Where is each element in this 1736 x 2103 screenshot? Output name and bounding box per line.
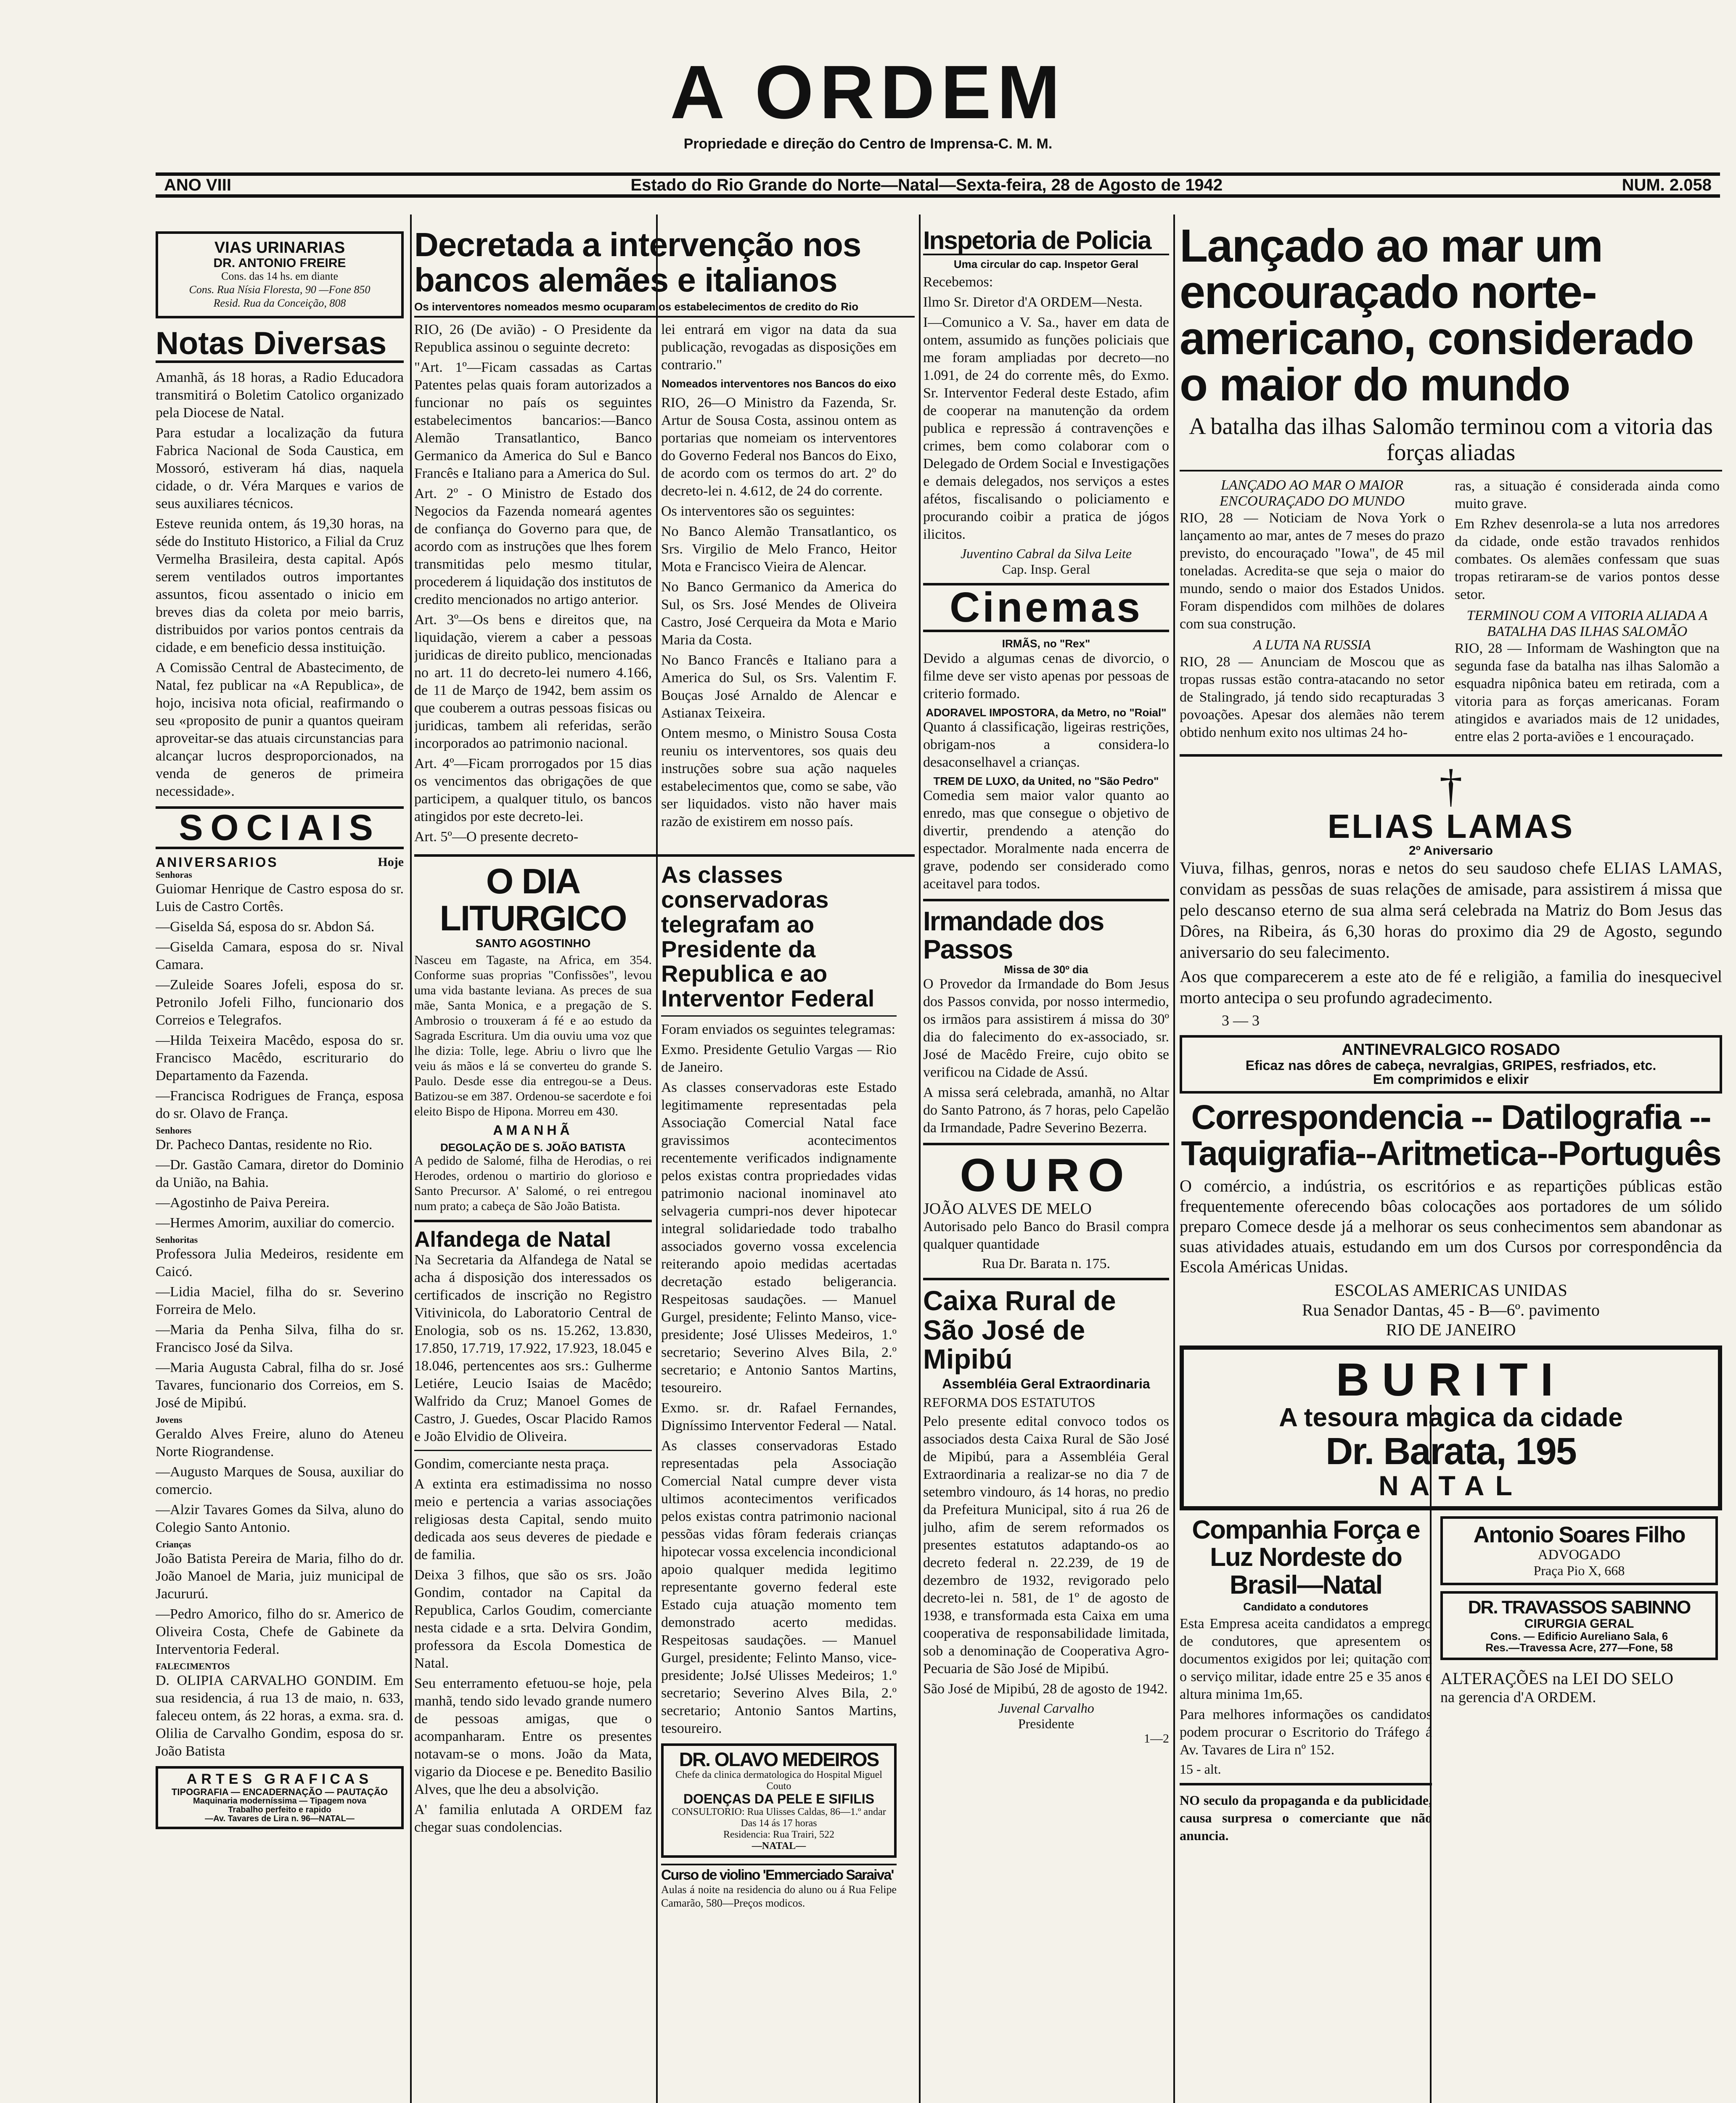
aniv-item: —Dr. Gastão Camara, diretor do Dominio da União, na Bahia. (156, 1157, 404, 1191)
gondim-paragraph: Seu enterramento efetuou-se hoje, pela manhã, tendo sido levado grande numero de pessoas amigas, que o acompanharam. Entre os presentes notavam-se o mons. João da Mata, vigario da Diocese e pe. Benedito Basilio Alves, que lhe deu a absolvição. (414, 1675, 652, 1797)
ad-doctor: DR. ANTONIO FREIRE (213, 256, 346, 270)
amanha-label: AMANHÃ (493, 1123, 573, 1138)
antinev-body: Eficaz nas dôres de cabeça, nevralgias, GRIPES, resfriados, etc. (1245, 1057, 1657, 1073)
sociais-heading: SOCIAIS (156, 806, 404, 849)
classes-headline: As classes conservadoras telegrafam ao Presidente da Republica e ao Interventor Federal (661, 861, 875, 1012)
ad-vias-urinarias (156, 231, 404, 318)
irmandade-heading: Irmandade dos Passos (923, 906, 1104, 965)
olavo-sub: Chefe da clinica dermatologica do Hospital Miguel Couto (675, 1769, 882, 1792)
col2-right-lower (661, 863, 897, 1912)
olavo-city: —NATAL— (752, 1840, 806, 1851)
nomeados-paragraph: No Banco Germanico da America do Sul, os Srs. José Mendes de Oliveira Castro, José Cerqueira da Mota e Mario Maria da Costa. (661, 579, 897, 648)
corresp-address: Rua Senador Dantas, 45 - B—6º. pavimento (1302, 1300, 1600, 1319)
senhores-label: Senhores (156, 1125, 192, 1136)
aniv-item: —Hermes Amorim, auxiliar do comercio. (156, 1215, 395, 1231)
alfandega-heading: Alfandega de Natal (414, 1227, 611, 1252)
forca-luz-block (1180, 1516, 1432, 1847)
encouracado-section: TERMINOU COM A VITORIA ALIADA A BATALHA DAS ILHAS SALOMÃO (1466, 608, 1708, 640)
column-5 (1180, 215, 1722, 2103)
ouro-heading: OURO (960, 1149, 1133, 1201)
nota-paragraph: A Comissão Central de Abastecimento, de Natal, fez publicar na «A Republica», de hojo, incisiva nota oficial, reafirmando o seu «proposito de punir a quantos queiram aproveitar-se das atuais circunstancias para alcançar lucros desproporcionados, na venda de generos de primeira necessidade». (156, 660, 404, 800)
antinev-body2: Em comprimidos e elixir (1373, 1072, 1529, 1087)
ad-olavo-medeiros (661, 1743, 897, 1858)
place-date: Estado do Rio Grande do Norte—Natal—Sexta-feira, 28 de Agosto de 1942 (630, 175, 1223, 194)
falecimento-item: D. OLIPIA CARVALHO GONDIM. Em sua residencia, á rua 13 de maio, n. 633, faleceu ontem, ás 22 horas, a exma. sra. d. Olilia de Carvalho Gondim, esposa do sr. João Batista (156, 1673, 404, 1759)
column-3 (923, 215, 1169, 2103)
degolacao-title: DEGOLAÇÃO DE S. JOÃO BATISTA (440, 1141, 626, 1154)
ad-title: VIAS URINARIAS (214, 239, 345, 257)
olavo-doencas: DOENÇAS DA PELE E SIFILIS (683, 1791, 874, 1807)
elias-paragraph: Viuva, filhas, genros, noras e netos do seu saudoso chefe ELIAS LAMAS, convidam as pessõas de suas relações de amisade, para assistirem á missa que pelo descanso eterno de sua alma será celebrada na Matriz do Bom Jesus das Dôres, na Ribeira, ás 6,30 horas do proximo dia 29 de Agosto, segundo aniversario do seu falecimento. (1180, 858, 1722, 961)
dia-liturgico-sub: SANTO AGOSTINHO (475, 936, 591, 950)
buriti-city: NATAL (1379, 1470, 1523, 1502)
aniv-item: Professora Julia Medeiros, residente em Caicó. (156, 1246, 404, 1280)
decretada-col-b (661, 321, 897, 848)
caixa-paragraph: São José de Mipibú, 28 de agosto de 1942. (923, 1681, 1168, 1697)
gondim-paragraph: A' familia enlutada A ORDEM faz chegar suas condolencias. (414, 1801, 652, 1835)
decretada-col-a (414, 321, 652, 848)
elias-sub: 2º Aniversario (1409, 844, 1493, 858)
sabino-res: Res.—Travessa Acre, 277—Fone, 58 (1485, 1641, 1673, 1654)
cinema-title: ADORAVEL IMPOSTORA, da Metro, no "Roial" (926, 706, 1167, 719)
aniv-item: Dr. Pacheco Dantas, residente no Rio. (156, 1137, 373, 1153)
aniv-item: —Francisca Rodrigues de França, esposa do sr. Olavo de França. (156, 1088, 404, 1122)
cinema-title: IRMÃS, no "Rex" (1002, 637, 1090, 650)
aniv-item: João Batista Pereira de Maria, filho do dr. João Manoel de Maria, juiz municipal de Jacururú. (156, 1551, 404, 1602)
irmandade-paragraph: O Provedor da Irmandade do Bom Jesus dos Passos convida, por nosso intermedio, os irmãos para assistirem á missa do 30º dia do falecimento do ex-associado, sr. José de Macêdo Freire, cujo obito se verificou na Cidade de Assú. (923, 976, 1169, 1080)
nomeados-paragraph: No Banco Francês e Italiano para a America do Sul, os Srs. Valentim F. Bouças José Arnaldo de Alencar e Astianax Teixeira. (661, 652, 897, 721)
encouracado-section: A LUTA NA RUSSIA (1253, 637, 1371, 653)
alteracoes-notice: ALTERAÇÕES na LEI DO SELO (1440, 1669, 1674, 1688)
inspetoria-paragraph: Ilmo Sr. Diretor d'A ORDEM—Nesta. (923, 294, 1143, 310)
buriti-address: Dr. Barata, 195 (1326, 1430, 1576, 1473)
falecimentos-label: FALECIMENTOS (156, 1661, 230, 1672)
ad-artes-graficas (156, 1766, 404, 1829)
sabino-title: DR. TRAVASSOS SABINNO (1468, 1597, 1691, 1618)
classes-paragraph: As classes conservadoras Estado representadas pela Associação Comercial Natal cumpre dever vista ultimos acontecimentos verificados pelos existas contra patrimonio nacional pessõas vidas fôram federais crianças hipotecar vossa excelencia incondicional apoio qualquer medida legitimo representante governo federal este Estado cuja atuação momento tem demonstrado acerto medidas. Respeitosas saudações. — Manuel Gurgel, presidente; Felinto Manso, vice-presidente; JoJsé Ulisses Medeiros; 1.º secretario; Severino Alves Bila, 2.º secretario; Antonio Santos Martins, tesoureiro. (661, 1438, 897, 1737)
ouro-address: Rua Dr. Barata n. 175. (982, 1256, 1110, 1272)
alteracoes-notice-2: na gerencia d'A ORDEM. (1440, 1689, 1596, 1706)
year-label: ANO VIII (164, 175, 232, 194)
cross-icon: † (1439, 760, 1463, 812)
decretada-paragraph: "Art. 1º—Ficam cassadas as Cartas Patentes pelas quais foram autorizados a funcionar no país os seguintes estabelecimentos bancarios:—Banco Alemão Transatlantico, Banco Germanico da America do Sul e Banco Francês e Italiano para a America do Sul. (414, 360, 652, 482)
decretada-paragraph: RIO, 26 (De avião) - O Presidente da Republica assinou o seguinte decreto: (414, 322, 652, 355)
olavo-res: Residencia: Rua Trairi, 522 (723, 1829, 834, 1840)
criancas-label: Crianças (156, 1539, 191, 1550)
degolacao-paragraph: A pedido de Salomé, filha de Herodias, o rei Herodes, ordenou o martirio do glorioso e Santo Precursor. A' Salomé, o rei entregou num prato; a cabeça de São João Batista. (414, 1153, 652, 1213)
nota-paragraph: Para estudar a localização da futura Fabrica Nacional de Soda Caustica, em Mossoró, estiveram há dias, naquela cidade, o dr. Véra Marques e varios de seus auxiliares técnicos. (156, 425, 404, 512)
aniv-item: —Alzir Tavares Gomes da Silva, aluno do Colegio Santo Antonio. (156, 1502, 404, 1536)
artes-line: —Av. Tavares de Lira n. 96—NATAL— (205, 1814, 355, 1824)
forca-heading: Companhia Força e Luz Nordeste do Brasil—Natal (1192, 1515, 1420, 1600)
nota-paragraph: Esteve reunida ontem, ás 19,30 horas, na séde do Instituto Historico, a Filial da Cruz Vermelha Brasileira, desta capital. Após serem ventilados outros importantes assuntos, ficou assentado o inicio em breves dias da coleta por meio barris, distribuidos por varios pontos centrais da cidade, e em beneficio dessa instituição. (156, 516, 404, 656)
nota-paragraph: Amanhã, ás 18 horas, a Radio Educadora transmitirá o Boletim Catolico organizado pela Diocese de Natal. (156, 370, 404, 421)
encouracado-col-b (1455, 477, 1720, 748)
gondim-paragraph: A extinta era estimadissima no nosso meio e pertencia a varias associações religiosas desta Capital, sendo muito dedicada aos seus deveres de piedade e de familia. (414, 1476, 652, 1563)
aniv-item: Guiomar Henrique de Castro esposa do sr. Luis de Castro Cortês. (156, 881, 404, 915)
newspaper-title: A ORDEM (670, 50, 1066, 135)
artes-line: TIPOGRAFIA — ENCADERNAÇÃO — PAUTAÇÃO (171, 1787, 388, 1798)
inspetoria-paragraph: I—Comunico a V. Sa., haver em data de ontem, assumido as funções policiais que me foram ampliadas por decreto—no 1.091, de 24 do corrente mês, do Exmo. Sr. Interventor Federal deste Estado, afim de cooperar na manutenção da ordem publica e repressão á contravenções e crimes, bem como colaborar com o Delegado de Ordem Social e Investigações e demais delegados, nos serviços a estes afétos, fiscalisando o policiamento e procurando coibir a pratica de jógos ilicitos. (923, 315, 1169, 543)
nomeados-paragraph: Os interventores são os seguintes: (661, 503, 855, 519)
classes-paragraph: Foram enviados os seguintes telegramas: (661, 1022, 896, 1038)
elias-lamas-heading: ELIAS LAMAS (1327, 808, 1575, 845)
aniv-item: —Pedro Amorico, filho do sr. Americo de Oliveira Costa, Chefe de Gabinete da Interventoria Federal. (156, 1606, 404, 1658)
ad-antonio-soares (1440, 1516, 1718, 1585)
encouracado-col-a (1180, 477, 1445, 748)
encouracado-subhead: A batalha das ilhas Salomão terminou com a vitoria das forças aliadas (1180, 414, 1722, 471)
nomeados-paragraph: RIO, 26—O Ministro da Fazenda, Sr. Artur de Sousa Costa, assinou ontem as portarias que nomeiam os interventores do Governo Federal nos Bancos do Eixo, de acordo com os termos do art. 2º do decreto-lei n. 4.612, de 24 do corrente. (661, 395, 897, 499)
ad-hours: Cons. das 14 hs. em diante (221, 270, 339, 283)
propaganda-notice: NO seculo da propaganda e da publicidade, causa surpresa o comerciante que não anuncia. (1180, 1792, 1432, 1843)
caixa-signature: Juvenal Carvalho (998, 1700, 1094, 1716)
hoje-label: Hoje (378, 855, 404, 869)
encouracado-paragraph: RIO, 28 — Anunciam de Moscou que as tropas russas estão contra-atacando no setor de Stalingrado, já tendo sido recapturadas 3 povoações. Apesar dos alemães não terem obtido nenhum exito nos ultimas 24 ho- (1180, 654, 1445, 741)
decretada-paragraph: Art. 4º—Ficam prorrogados por 15 dias os vencimentos das obrigações de que participem, a qualquer titulo, os bancos atingidos por este decreto-lei. (414, 756, 652, 825)
encouracado-headline: Lançado ao mar um encouraçado norte-americano, considerado o maior do mundo (1180, 220, 1694, 411)
column-rule (1173, 215, 1175, 2103)
dateline (156, 172, 1720, 198)
encouracado-paragraph: RIO, 28 — Informam de Washington que na segunda fase da batalha nas ilhas Salomão a esquadra nipônica bateu em retirada, com a vitoria para as forças americanas. Foram atingidos e avariados mais de 12 unidades, entre elas 2 porta-aviões e 1 encouraçado. (1455, 641, 1720, 745)
aniv-item: —Giselda Sá, esposa do sr. Abdon Sá. (156, 919, 375, 935)
soares-title: Antonio Soares Filho (1473, 1522, 1685, 1548)
inspetoria-paragraph: Recebemos: (923, 274, 993, 290)
forca-paragraph: Para melhores informações os candidatos podem procurar o Escritorio do Tráfego á Av. Tavares de Lira nº 152. (1180, 1706, 1432, 1758)
olavo-hours: Das 14 ás 17 horas (741, 1817, 817, 1829)
aniv-item: —Maria Augusta Cabral, filha do sr. José Tavares, funcionario dos Correios, em S. José de Mipibú. (156, 1360, 404, 1411)
inspetoria-signature-title: Cap. Insp. Geral (1002, 562, 1090, 577)
aniv-item: —Hilda Teixeira Macêdo, esposa do sr. Francisco Macêdo, escriturario do Departamento da Fazenda. (156, 1033, 404, 1084)
artes-title: ARTES GRAFICAS (186, 1771, 373, 1788)
decretada-subhead: Os interventores nomeados mesmo ocuparam os estabelecimentos de credito do Rio (414, 301, 915, 318)
aniv-item: Geraldo Alves Freire, aluno do Ateneu Norte Riograndense. (156, 1426, 404, 1460)
ad-cons: Cons. Rua Nísia Floresta, 90 —Fone 850 (189, 283, 370, 296)
ad-resid: Resid. Rua da Conceição, 808 (213, 297, 346, 310)
corresp-paragraph: O comércio, a indústria, os escritórios e as repartições públicas estão frequentemente oferecendo bôas colocações aos portadores de um sólido preparo Comece desde já a melhorar os seus conhecimentos sem abandonar as suas atividades atuais, estudando em um dos Cursos por correspondência da Escola Américas Unidas. (1180, 1176, 1722, 1276)
decretada-paragraph: Art. 5º—O presente decreto- (414, 829, 579, 845)
cinema-paragraph: Quanto á classificação, ligeiras restrições, obrigam-nos a considera-lo desaconselhavel a crianças. (923, 719, 1169, 770)
sabino-cons: Cons. — Edificio Aureliano Sala, 6 (1490, 1629, 1668, 1642)
aniv-item: —Augusto Marques de Sousa, auxiliar do comercio. (156, 1464, 404, 1498)
column-2 (414, 215, 915, 2103)
col2-left-lower (414, 863, 652, 1912)
inspetoria-signature: Juventino Cabral da Silva Leite (960, 546, 1132, 562)
buriti-sub: A tesoura magica da cidade (1279, 1403, 1623, 1433)
senhoras-label: Senhoras (156, 869, 192, 880)
irmandade-sub: Missa de 30º dia (1004, 963, 1088, 976)
forca-ref: 15 - alt. (1180, 1761, 1221, 1777)
irmandade-paragraph: A missa será celebrada, amanhã, no Altar do Santo Patrono, ás 7 horas, pelo Capelão da Irmandade, Padre Severino Bezerra. (923, 1084, 1169, 1136)
classes-paragraph: Exmo. sr. dr. Rafael Fernandes, Digníssimo Interventor Federal — Natal. (661, 1400, 897, 1434)
caixa-rural-heading: Caixa Rural de São José de Mipibú (923, 1285, 1116, 1375)
cinema-paragraph: Comedia sem maior valor quanto ao enredo, mas que consegue o objetivo de divertir, prendendo a atenção do espectador. Moralmente nada encerra de grave, podendo ser considerado como aceitavel para todos. (923, 788, 1169, 892)
jovens-label: Jovens (156, 1414, 183, 1425)
classes-paragraph: As classes conservadoras este Estado legitimamente representadas pela Associação Comercial Natal face gravissimos acontecimentos recentemente verificados indignamente pelos existas contra propriedades vidas patrimonio nacional inominavel ato selvageria cumpri-nos dever hipotecar integral solidariedade todo trabalho associados governo vossa excelencia reiterando apoio medidas acertadas decretação estado beligerancia. Respeitosas saudações. — Manuel Gurgel, presidente; Felinto Manso, vice-presidente; José Ulisses Medeiros, 1.º secretario; Severino Alves Bila, 2.º secretario; e Antonio Santos Martins, tesoureiro. (661, 1080, 897, 1396)
soares-address: Praça Pio X, 668 (1533, 1563, 1625, 1579)
caixa-sub2: REFORMA DOS ESTATUTOS (923, 1394, 1096, 1410)
liturgico-paragraph: Nasceu em Tagaste, na Africa, em 354. Conforme suas proprias "Confissões", levou uma vida bastante leviana. As preces de sua mãe, Santa Monica, e a pregação de S. Ambrosio o trouxeram á fé e ao estudo da Sagrada Escritura. Um dia ouviu uma voz que lhe dizia: Tolle, lege. Abriu o livro que lhe veiu ás mãos e lá se converteu do grande S. Paulo. Desde esse dia entregou-se a Deus. Batizou-se em 387. Ordenou-se sacerdote e foi eleito Bispo de Hipona. Morreu em 430. (414, 953, 652, 1119)
cinema-paragraph: Devido a algumas cenas de divorcio, o filme deve ser visto apenas por pessoas de criterio formado. (923, 650, 1169, 702)
caixa-sub: Assembléia Geral Extraordinaria (942, 1376, 1150, 1392)
encouracado-paragraph: Em Rzhev desenrola-se a luta nos arredores da cidade, onde estão travados renhidos combates. Os alemães confessam que suas tropas retiraram-se de varios pontos desse setor. (1455, 516, 1720, 603)
issue-number: NUM. 2.058 (1622, 175, 1712, 194)
nomeados-paragraph: Ontem mesmo, o Ministro Sousa Costa reuniu os interventores, sos quais deu instruções sobre sua ação naqueles estabelecimentos que, como se sabe, vão ser liquidados. visto não haver mais razão de existirem em nosso país. (661, 725, 897, 829)
masthead (0, 50, 1736, 153)
cinema-title: TREM DE LUXO, da United, no "São Pedro" (933, 774, 1159, 787)
notas-diversas-heading: Notas Diversas (156, 327, 404, 363)
ad-buriti (1180, 1345, 1722, 1510)
buriti-title: BURITI (1336, 1353, 1566, 1406)
nomeados-paragraph: No Banco Alemão Transatlantico, os Srs. Virgilio de Melo Franco, Heitor Mota e Francisco Vieira de Alencar. (661, 523, 897, 575)
elias-ref: 3 — 3 (1222, 1012, 1260, 1029)
alfandega-paragraph: Na Secretaria da Alfandega de Natal se acha á disposição dos interessados os certificados de inscrição no Registro Vitivinicola, do Laboratorio Central de Enologia, sob os ns. 15.262, 13.830, 17.850, 17.719, 17.922, 17.923, 18.045 e 18.046, pertencentes aos srs.: Gulherme Letiére, Leucio Isaias de Macêdo; Walfrido da Cruz; Manoel Gomes de Castro, J. Guedes, Oscar Placido Ramos e João Elvidio de Oliveira. (414, 1252, 652, 1444)
ad-travassos-sabinno (1440, 1591, 1718, 1660)
classes-paragraph: Exmo. Presidente Getulio Vargas — Rio de Janeiro. (661, 1042, 897, 1075)
ouro-name: JOÃO ALVES DE MELO (923, 1200, 1092, 1218)
aniv-item: —Lidia Maciel, filha do sr. Severino Forreira de Melo. (156, 1284, 404, 1318)
inspetoria-sub: Uma circular do cap. Inspetor Geral (953, 258, 1139, 270)
advogados-block (1440, 1516, 1718, 1847)
violino-title: Curso de violino 'Emmerciado Saraiva' (661, 1864, 897, 1883)
encouracado-paragraph: RIO, 28 — Noticiam de Nova York o lançamento ao mar, antes de 7 meses do prazo previsto, do encouraçado "Iowa", de 45 mil toneladas. Acredita-se que seja o maior do mundo, sendo o maior dos Estados Unidos. Foram dispendidos com milhões de dolares com sua construção. (1180, 510, 1445, 632)
decretada-paragraph: Art. 3º—Os bens e direitos que, na liquidação, vierem a caber a pessoas juridicas de direito publico, mencionadas no art. 11 do decreto-lei numero 4.166, de 11 de Março de 1942, bem assim os que couberem a outras pessoas fisicas ou juridicas, tambem ali referidas, serão incorporados ao patrimonio nacional. (414, 612, 652, 752)
aniv-item: —Maria da Penha Silva, filha do sr. Francisco José da Silva. (156, 1322, 404, 1356)
caixa-signature-title: Presidente (1018, 1716, 1074, 1731)
decretada-headline: Decretada a intervenção nos bancos alemães e italianos (414, 226, 861, 299)
caixa-ref: 1—2 (1144, 1731, 1169, 1745)
aniversarios-heading: ANIVERSARIOS (156, 854, 278, 870)
column-1 (156, 215, 404, 2103)
column-rule (919, 215, 921, 2103)
cinemas-heading: Cinemas (923, 583, 1169, 632)
soares-sub: ADVOGADO (1538, 1547, 1621, 1563)
nomeados-subhead: Nomeados interventores nos Bancos do eixo (662, 377, 896, 390)
antinev-title: ANTINEVRALGICO ROSADO (1342, 1041, 1560, 1059)
aniv-item: —Zuleide Soares Jofeli, esposa do sr. Petronilo Jofeli Filho, funcionario dos Correios e Telegrafos. (156, 977, 404, 1028)
olavo-title: DR. OLAVO MEDEIROS (679, 1748, 879, 1771)
gondim-paragraph: Gondim, comerciante nesta praça. (414, 1456, 609, 1472)
gondim-paragraph: Deixa 3 filhos, que são os srs. João Gondim, contador na Capital da Republica, Carlos Goudim, comerciante nesta cidade e a srta. Delvira Gondim, professora da Escola Domestica de Natal. (414, 1567, 652, 1671)
violino-paragraph: Aulas á noite na residencia do aluno ou á Rua Felipe Camarão, 580—Preços modicos. (661, 1883, 897, 1909)
forca-sub: Candidato a condutores (1243, 1600, 1368, 1613)
forca-paragraph: Esta Empresa aceita candidatos a emprego de condutores, que apresentem os documentos exigidos por lei; quitação com o serviço militar, idade entre 25 e 35 anos e altura minima 1m,65. (1180, 1616, 1432, 1702)
dia-liturgico-heading: O DIA LITURGICO (439, 861, 627, 938)
correspondencia-heading: Correspondencia -- Datilografia -- Taquigrafia--Aritmetica--Português (1181, 1098, 1721, 1173)
inspetoria-heading: Inspetoria de Policia (923, 227, 1169, 255)
column-rule (410, 215, 412, 2103)
corresp-school: ESCOLAS AMERICAS UNIDAS (1334, 1280, 1567, 1300)
ad-antinevralgico (1180, 1035, 1722, 1094)
decretada-paragraph: lei entrará em vigor na data da sua publicação, revogadas as disposições em contrario." (661, 322, 897, 373)
ouro-paragraph: Autorisado pelo Banco do Brasil compra qualquer quantidade (923, 1219, 1169, 1253)
senhoritas-label: Senhoritas (156, 1234, 198, 1245)
artes-line: Trabalho perfeito e rapido (228, 1805, 331, 1815)
olavo-cons: CONSULTORIO: Rua Ulisses Caldas, 86—1.º andar (672, 1806, 886, 1817)
caixa-paragraph: Pelo presente edital convoco todos os associados desta Caixa Rural de São José de Mipibú, para a Assembléia Geral Extraordinaria a realizar-se no dia 7 de setembro vindouro, ás 14 horas, no predio da Prefeitura Municipal, sito á rua 26 de julho, afim de serem reformados os presentes estatutos adaptando-os ao decreto federal n. 22.239, de 19 de dezembro de 1932, revigorado pelo decreto-lei n. 581, de 1º de agosto de 1938, e transformada esta Caixa em uma cooperativa de responsabilidade limitada, sob a denominação de Cooperativa Agro-Pecuaria de São José de Mipibú. (923, 1413, 1169, 1677)
encouracado-paragraph: ras, a situação é considerada ainda como muito grave. (1455, 478, 1720, 512)
aniv-item: —Agostinho de Paiva Pereira. (156, 1195, 330, 1211)
sabino-sub: CIRURGIA GERAL (1524, 1617, 1634, 1631)
newspaper-subtitle: Propriedade e direção do Centro de Imprensa-C. M. M. (683, 136, 1053, 152)
aniv-item: —Giselda Camara, esposa do sr. Nival Camara. (156, 939, 404, 973)
encouracado-section: LANÇADO AO MAR O MAIOR ENCOURAÇADO DO MUNDO (1219, 477, 1405, 509)
elias-paragraph: Aos que comparecerem a este ato de fé e religião, a familia do inesquecivel morto antecipa o seu profundo agradecimento. (1180, 967, 1722, 1007)
decretada-paragraph: Art. 2º - O Ministro de Estado dos Negocios da Fazenda nomeará agentes de confiança do Governo para que, de acordo com as instruções que lhes forem transmitidas pelo mesmo titular, procederem á liquidação dos institutos de credito mencionados no artigo anterior. (414, 486, 652, 608)
corresp-city: RIO DE JANEIRO (1386, 1320, 1516, 1339)
artes-line: Maquinaria moderníssima — Tipagem nova (193, 1796, 366, 1806)
